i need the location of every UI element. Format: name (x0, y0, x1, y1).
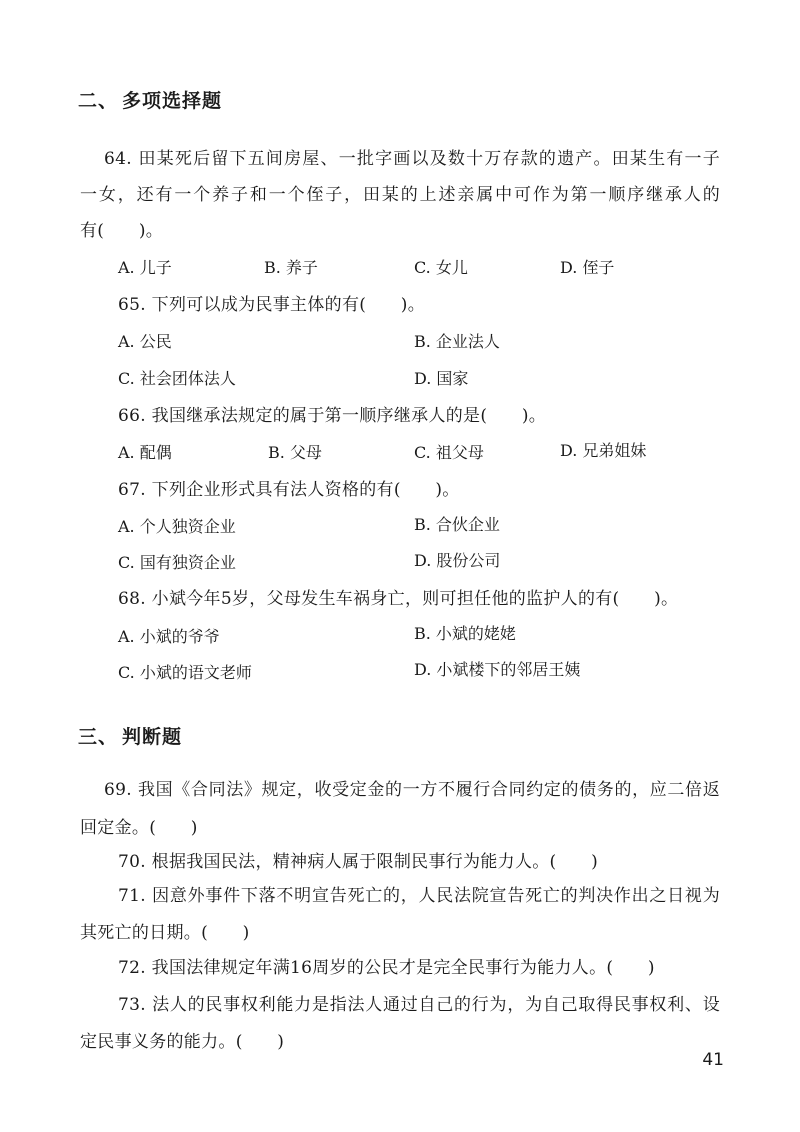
question-67-text: 67. 下列企业形式具有法人资格的有( )。 (118, 480, 460, 500)
question-68-option-a: A. 小斌的爷爷 (118, 627, 220, 646)
question-68-option-c: C. 小斌的语文老师 (118, 663, 252, 682)
section-title: 判断题 (122, 726, 183, 748)
question-71-line-1: 71. 因意外事件下落不明宣告死亡的，人民法院宣告死亡的判决作出之日视为 (118, 886, 720, 906)
section-title: 多项选择题 (122, 90, 223, 112)
section-number: 二、 (78, 90, 119, 112)
question-64-option-a: A. 儿子 (118, 258, 172, 277)
question-65-text: 65. 下列可以成为民事主体的有( )。 (118, 295, 426, 315)
question-66-text: 66. 我国继承法规定的属于第一顺序继承人的是( )。 (118, 406, 547, 426)
question-64-option-d: D. 侄子 (560, 258, 615, 277)
section-heading-true-false (78, 722, 182, 749)
question-67-option-b: B. 合伙企业 (414, 515, 500, 534)
question-67-option-c: C. 国有独资企业 (118, 553, 236, 572)
question-68-option-b: B. 小斌的姥姥 (414, 624, 516, 643)
question-70-text: 70. 根据我国民法，精神病人属于限制民事行为能力人。( ) (118, 852, 599, 872)
question-73-line-2: 定民事义务的能力。( ) (80, 1032, 285, 1052)
question-64-option-c: C. 女儿 (414, 258, 468, 277)
question-69-line-1: 69. 我国《合同法》规定，收受定金的一方不履行合同约定的债务的，应二倍返 (104, 780, 720, 800)
question-65-option-a: A. 公民 (118, 332, 172, 351)
question-71-line-2: 其死亡的日期。( ) (80, 923, 250, 943)
question-68-text: 68. 小斌今年5岁，父母发生车祸身亡，则可担任他的监护人的有( )。 (118, 589, 679, 609)
question-73-line-1: 73. 法人的民事权利能力是指法人通过自己的行为，为自己取得民事权利、设 (118, 995, 720, 1015)
section-number: 三、 (78, 726, 119, 748)
question-64-line-1: 64. 田某死后留下五间房屋、一批字画以及数十万存款的遗产。田某生有一子 (104, 149, 720, 169)
question-72-text: 72. 我国法律规定年满16周岁的公民才是完全民事行为能力人。( ) (118, 958, 655, 978)
question-64-line-3: 有( )。 (80, 221, 164, 241)
question-66-option-c: C. 祖父母 (414, 443, 484, 462)
section-heading-multiple-choice (78, 86, 222, 113)
question-67-option-a: A. 个人独资企业 (118, 517, 236, 536)
question-65-option-d: D. 国家 (414, 369, 469, 388)
page-number: 41 (702, 1050, 724, 1070)
question-66-option-b: B. 父母 (268, 443, 322, 462)
question-68-option-d: D. 小斌楼下的邻居王姨 (414, 660, 581, 679)
question-66-option-d: D. 兄弟姐妹 (560, 441, 647, 460)
question-64-line-2: 一女，还有一个养子和一个侄子，田某的上述亲属中可作为第一顺序继承人的 (80, 185, 720, 205)
question-65-option-b: B. 企业法人 (414, 332, 500, 351)
question-69-line-2: 回定金。( ) (80, 818, 198, 838)
question-64-option-b: B. 养子 (264, 258, 318, 277)
question-66-option-a: A. 配偶 (118, 443, 172, 462)
question-67-option-d: D. 股份公司 (414, 551, 501, 570)
question-65-option-c: C. 社会团体法人 (118, 369, 236, 388)
